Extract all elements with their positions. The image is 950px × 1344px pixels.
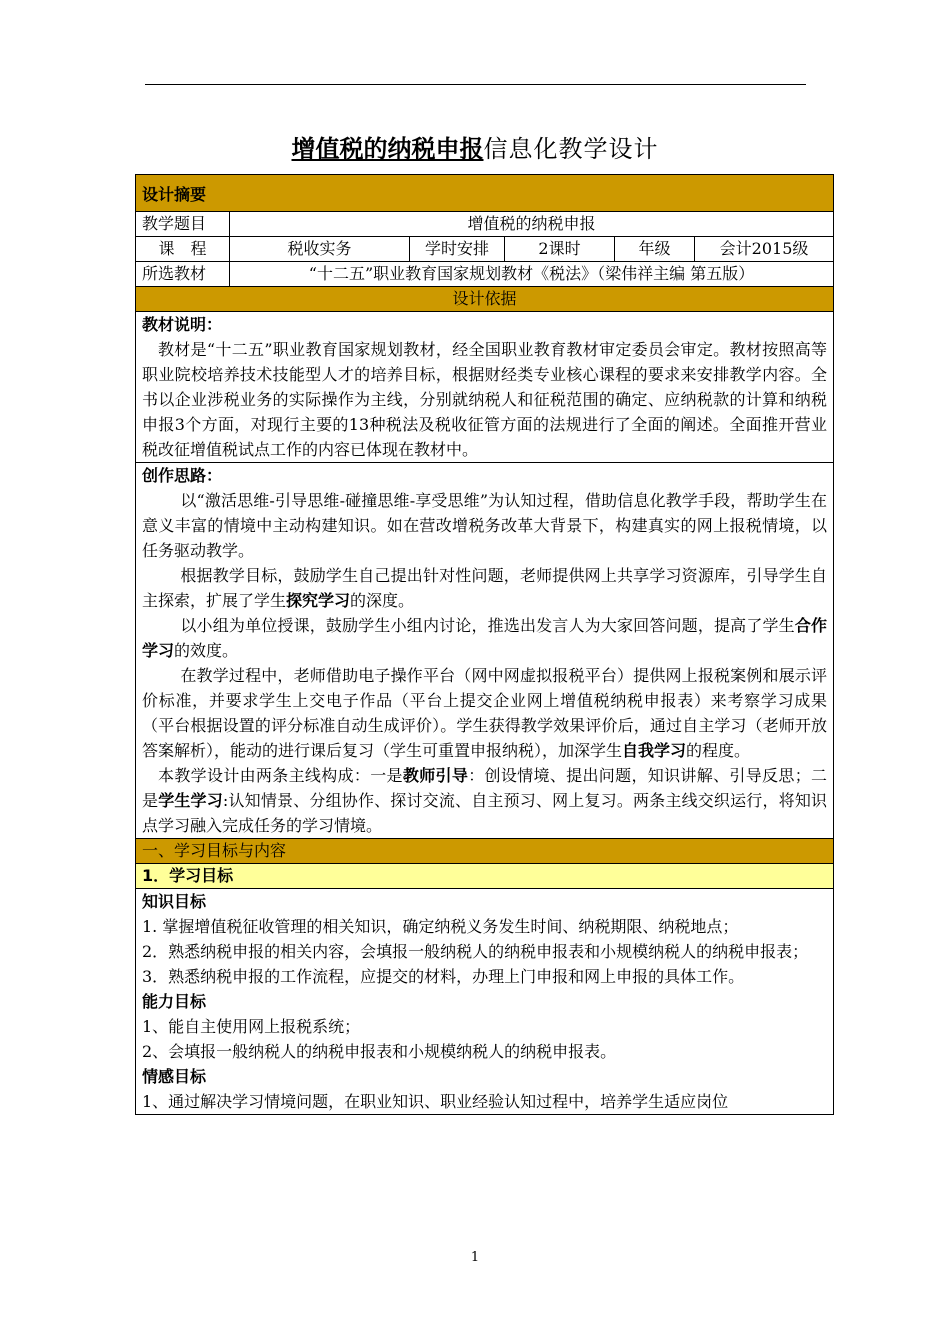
idea-p2-text-c: 的深度。 [350,591,415,610]
topic-label: 教学题目 [136,212,230,237]
idea-p4-text-c: 的程度。 [686,741,751,760]
ability-goal-item: 2、会填报一般纳税人的纳税申报表和小规模纳税人的纳税申报表。 [142,1042,617,1061]
idea-paragraph-4 [142,663,827,763]
learning-goals-header: 1．学习目标 [136,864,834,889]
idea-p4-text-a: 在教学过程中，老师借助电子操作平台（网中网虚拟报税平台）提供网上报税案例和展示评价标准，并要求学生上交电子作品（平台上提交企业网上增值税纳税申报表）来考察学习成果（平台根据设置的评分标准自动生成评价）。学生获得教学效果评价后，通过自主学习（老师开放答案解析），能动的进行课后复习（学生可重置申报纳税），加深学生 [142,666,828,760]
idea-p3-text-a: 以小组为单位授课，鼓励学生小组内讨论，推选出发言人为大家回答问题，提高了学生 [180,616,795,635]
idea-p3-emphasis: 合作学习 [142,616,828,660]
idea-p5-emphasis-teacher: 教师引导 [402,766,469,785]
idea-p5-emphasis-student: 学生学习 [158,791,223,810]
topic-value: 增值税的纳税申报 [230,212,834,237]
course-value: 税收实务 [230,237,410,262]
idea-paragraph-3 [142,613,827,663]
ability-goals-label: 能力目标 [142,992,207,1011]
idea-paragraph-1: 以“激活思维-引导思维-碰撞思维-享受思维”为认知过程，借助信息化教学手段，帮助学生在意义丰富的情境中主动构建知识。如在营改增税务改革大背景下，构建真实的网上报税情境，以任务驱动教学。 [142,491,828,560]
creative-idea-label: 创作思路： [142,466,223,485]
idea-p3-text-c: 的效度。 [174,641,239,660]
section1-header: 一、学习目标与内容 [136,839,834,864]
idea-p5-text-c: ：创设情境、提出问题，知识讲解、引导反思；二是 [142,766,828,810]
knowledge-goal-item: 1. 掌握增值税征收管理的相关知识，确定纳税义务发生时间、纳税期限、纳税地点； [142,917,739,936]
idea-p5-text-e: :认知情景、分组协作、探讨交流、自主预习、网上复习。两条主线交织运行，将知识点学习融入完成任务的学习情境。 [142,791,828,835]
page-title [0,132,950,166]
idea-p2-text-a: 根据教学目标，鼓励学生自己提出针对性问题，老师提供网上共享学习资源库，引导学生自主探索，扩展了学生 [142,566,828,610]
title-normal-part: 信息化教学设计 [483,135,659,163]
emotion-goals-label: 情感目标 [142,1067,207,1086]
knowledge-goal-item: 3．熟悉纳税申报的工作流程，应提交的材料，办理上门申报和网上申报的具体工作。 [142,967,745,986]
hours-value: 2课时 [505,237,615,262]
textbook-description [136,312,834,463]
grade-value: 会计2015级 [695,237,834,262]
title-bold-part: 增值税的纳税申报 [291,134,484,163]
textbook-label: 所选教材 [136,262,230,287]
creative-idea [136,463,834,839]
idea-p2-emphasis: 探究学习 [286,591,351,610]
goals-content [136,889,834,1115]
grade-label: 年级 [615,237,695,262]
knowledge-goal-item: 2．熟悉纳税申报的相关内容，会填报一般纳税人的纳税申报表和小规模纳税人的纳税申报表； [142,942,809,961]
idea-p4-emphasis: 自我学习 [622,741,687,760]
design-table [135,174,834,1115]
idea-p5-text-a: 本教学设计由两条主线构成：一是 [158,766,403,785]
textbook-value: “十二五”职业教育国家规划教材《税法》（梁伟祥主编 第五版） [230,262,834,287]
idea-paragraph-5 [142,763,827,838]
page-number: 1 [470,1250,480,1265]
summary-header: 设计摘要 [136,175,834,212]
emotion-goal-item: 1、通过解决学习情境问题，在职业知识、职业经验认知过程中，培养学生适应岗位 [142,1092,729,1111]
basis-header: 设计依据 [136,287,834,312]
idea-paragraph-2 [142,563,827,613]
header-rule [145,84,806,85]
knowledge-goals-label: 知识目标 [142,892,207,911]
ability-goal-item: 1、能自主使用网上报税系统； [142,1017,361,1036]
course-label: 课 程 [136,237,230,262]
hours-label: 学时安排 [410,237,505,262]
textbook-description-label: 教材说明： [142,315,223,334]
textbook-description-text: 教材是“十二五”职业教育国家规划教材，经全国职业教育教材审定委员会审定。教材按照高等职业院校培养技术技能型人才的培养目标，根据财经类专业核心课程的要求来安排教学内容。全书以企业涉税业务的实际操作为主线，分别就纳税人和征税范围的确定、应纳税款的计算和纳税申报3个方面，对现行主要的13种税法及税收征管方面的法规进行了全面的阐述。全面推开营业税改征增值税试点工作的内容已体现在教材中。 [142,340,828,459]
